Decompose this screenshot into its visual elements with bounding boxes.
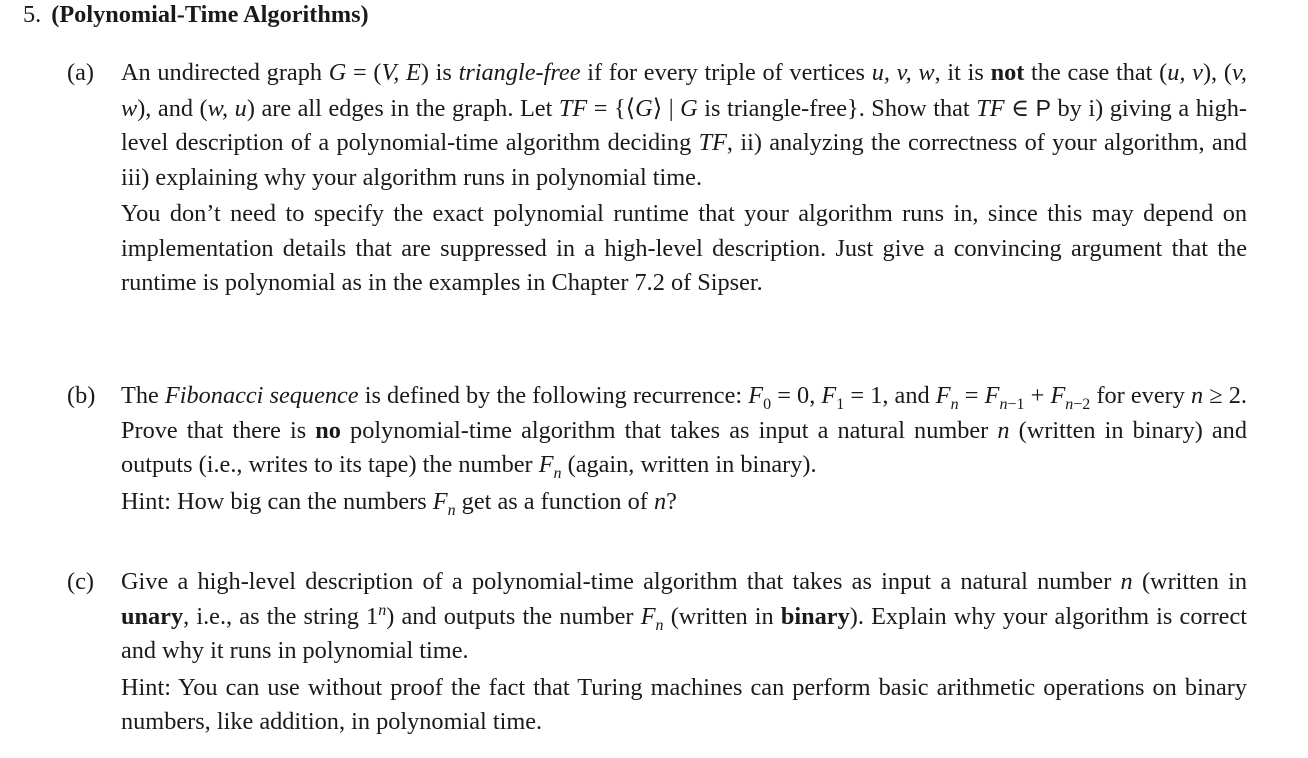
part-c-statement: Give a high-level description of a polynomial-time algorithm that takes as input a natural number n (written in unary, i.e., as the string 1$^n$) and outputs the number $F_n$ (written in binary). Explain why your algorithm is correct and why it runs in polynomial time. xyxy=(121,568,1247,664)
problem-heading xyxy=(23,0,369,33)
part-a-runtime-note: You don’t need to specify the exact polynomial runtime that your algorithm runs in, since this may depend on implementation details that are suppressed in a high-level description. Just give a convincing argument that the runtime is polynomial as in the examples in Chapter 7.2 of Sipser. xyxy=(121,200,1247,296)
not-emphasis: not xyxy=(990,59,1025,86)
triangle-free-term: triangle-free xyxy=(458,59,581,86)
part-c-body xyxy=(121,565,1247,740)
binary-emphasis: binary xyxy=(780,602,850,630)
part-b-body xyxy=(121,379,1247,519)
problem-title: (Polynomial-Time Algorithms) xyxy=(51,1,369,28)
part-a-label: (a) xyxy=(67,59,94,86)
fibonacci-term: Fibonacci sequence xyxy=(164,382,359,409)
no-emphasis: no xyxy=(315,416,341,444)
part-c-label: (c) xyxy=(67,568,94,595)
unary-emphasis: unary xyxy=(121,602,184,630)
problem-number: 5. xyxy=(23,1,42,28)
part-b-statement: The Fibonacci sequence is defined by the following recurrence: $F_0 = 0$, $F_1 = 1$, and $F_n = F_{n-1} + F_{n-2}$ for every n ≥ 2. Prove that there is no polynomial-time algorithm that takes as input a natural number n (written in binary) and outputs (i.e., writes to its tape) the number $F_n$ (again, written in binary). xyxy=(121,382,1247,482)
part-b-hint: Hint: How big can the numbers $F_n$ get as a function of n? xyxy=(121,487,677,519)
part-c-hint: Hint: You can use without proof the fact that Turing machines can perform basic arithmetic operations on binary numbers, like addition, in polynomial time. xyxy=(121,673,1247,735)
part-a-body xyxy=(121,56,1247,301)
complexity-class-p: P xyxy=(1035,94,1051,121)
part-a-statement: An undirected graph G = (V, E) is triangle-free if for every triple of vertices u, v, w, it is not the case that (u, v), (v, w), and (w, u) are all edges in the graph. Let TF = {⟨G⟩ | G is triangle-free}. Show that TF ∈ P by i) giving a high-level description of a polynomial-time algorithm deciding TF, ii) analyzing the correctness of your algorithm, and iii) explaining why your algorithm runs in polynomial time. xyxy=(121,59,1247,191)
part-b-label: (b) xyxy=(67,382,96,409)
